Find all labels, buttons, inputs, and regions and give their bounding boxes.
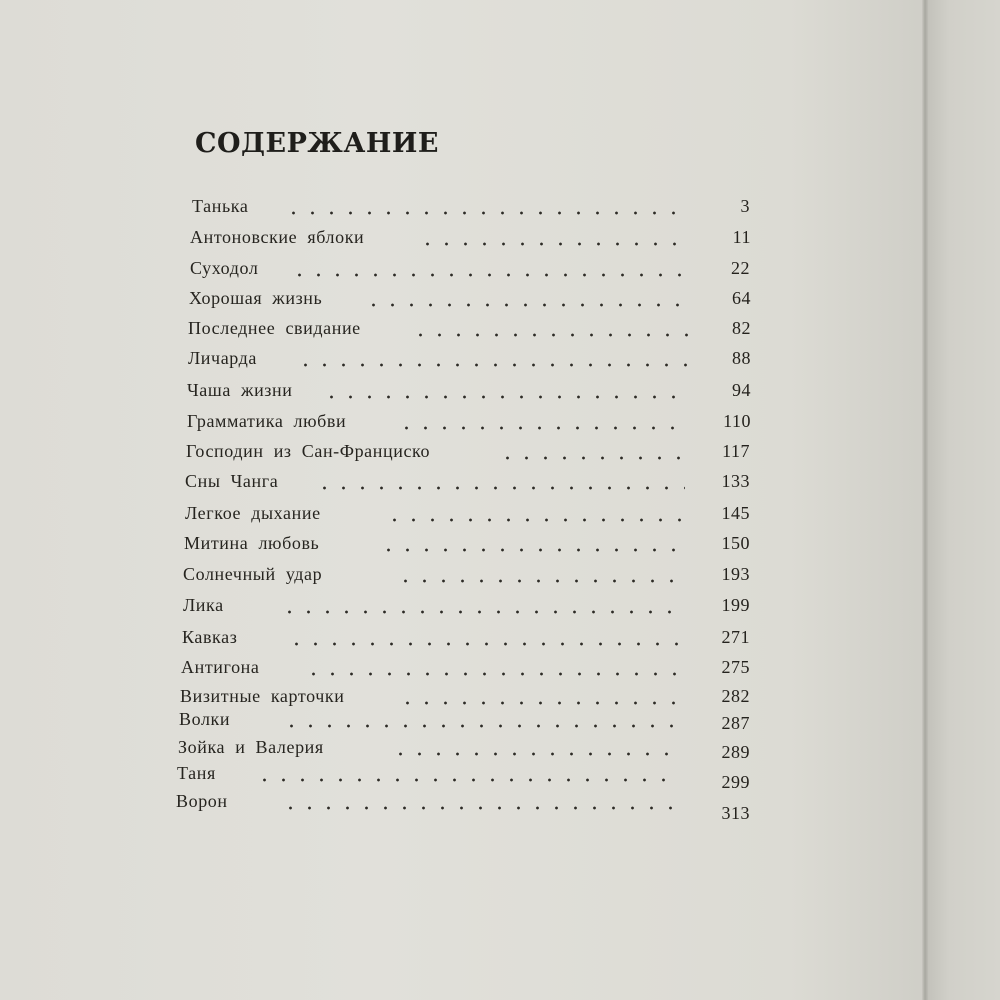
toc-entry [179,709,751,733]
toc-entry-title: Зойка и Валерия [178,737,324,757]
toc-entry-title: Господин из Сан-Франциско [186,441,431,461]
toc-page-number: 145 [721,503,750,523]
toc-page-number: 193 [721,564,750,584]
dot-leader [396,564,683,586]
toc-entry [188,348,751,372]
toc-entry [184,533,751,557]
toc-page-number: 110 [723,411,751,431]
toc-entry-title: Личарда [188,348,257,368]
toc-entry [186,441,751,465]
toc-page-number: 287 [721,713,750,733]
dot-leader [391,737,678,759]
toc-page-number: 11 [732,227,751,247]
dot-leader [397,411,687,433]
toc-page-number: 289 [721,742,750,762]
dot-leader [281,791,676,813]
dot-leader [364,288,689,310]
toc-page-number: 82 [732,318,751,338]
toc-page-number: 22 [731,258,750,278]
toc-entry [178,737,751,761]
dot-leader [287,627,682,649]
toc-entry-title: Хорошая жизнь [189,288,323,308]
toc-entry [181,657,751,681]
toc-entry-title: Суходол [190,258,259,278]
toc-entry [177,763,751,787]
toc-entry-title: Последнее свидание [188,318,361,338]
dot-leader [322,380,687,402]
toc-entry-title: Чаша жизни [187,380,293,400]
toc-page-number: 313 [721,803,750,823]
toc-page-number: 199 [721,595,750,615]
dot-leader [379,533,684,555]
dot-leader [296,348,688,370]
adjacent-page-edge [928,0,1000,1000]
page-title: СОДЕРЖАНИЕ [195,128,439,159]
toc-page-number: 64 [732,288,751,308]
toc-page-number: 271 [721,627,750,647]
dot-leader [385,503,685,525]
toc-entry [192,196,751,220]
toc-entry [189,288,751,312]
dot-leader [418,227,678,249]
toc-entry [180,686,751,710]
toc-page-number: 88 [732,348,751,368]
toc-entry-title: Антоновские яблоки [190,227,365,247]
toc-entry-title: Танька [192,196,249,216]
toc-page-number: 282 [721,686,750,706]
toc-entry-title: Ворон [176,791,228,811]
toc-entry [185,471,751,495]
toc-entry [187,411,751,435]
toc-page-number: 150 [721,533,750,553]
toc-entry [176,791,751,815]
dot-leader [398,686,680,708]
toc-entry-title: Антигона [181,657,260,677]
toc-entry-title: Грамматика любви [187,411,347,431]
toc-page-number: 275 [721,657,750,677]
toc-entry [187,380,751,404]
toc-entry-title: Таня [177,763,216,783]
dot-leader [255,763,677,785]
toc-entry [183,564,751,588]
toc-entry-title: Волки [179,709,231,729]
dot-leader [498,441,686,463]
toc-entry-title: Сны Чанга [185,471,279,491]
toc-entry [190,258,751,282]
dot-leader [411,318,688,340]
dot-leader [290,258,690,280]
toc-page-number: 117 [722,441,750,461]
dot-leader [315,471,685,493]
toc-page-number: 133 [721,471,750,491]
dot-leader [282,709,679,731]
toc-page-number: 3 [740,196,750,216]
toc-entry [185,503,751,527]
toc-entry [182,627,751,651]
toc-entry-title: Легкое дыхание [185,503,321,523]
dot-leader [304,657,681,679]
toc-entry-title: Визитные карточки [180,686,345,706]
toc-entry-title: Лика [183,595,224,615]
dot-leader [280,595,683,617]
toc-entry-title: Солнечный удар [183,564,323,584]
toc-page-number: 299 [721,772,750,792]
toc-entry-title: Кавказ [182,627,238,647]
toc-entry [188,318,751,342]
toc-entry [190,227,751,251]
toc-entry [183,595,751,619]
dot-leader [284,196,691,218]
toc-entry-title: Митина любовь [184,533,320,553]
toc-page-number: 94 [732,380,751,400]
